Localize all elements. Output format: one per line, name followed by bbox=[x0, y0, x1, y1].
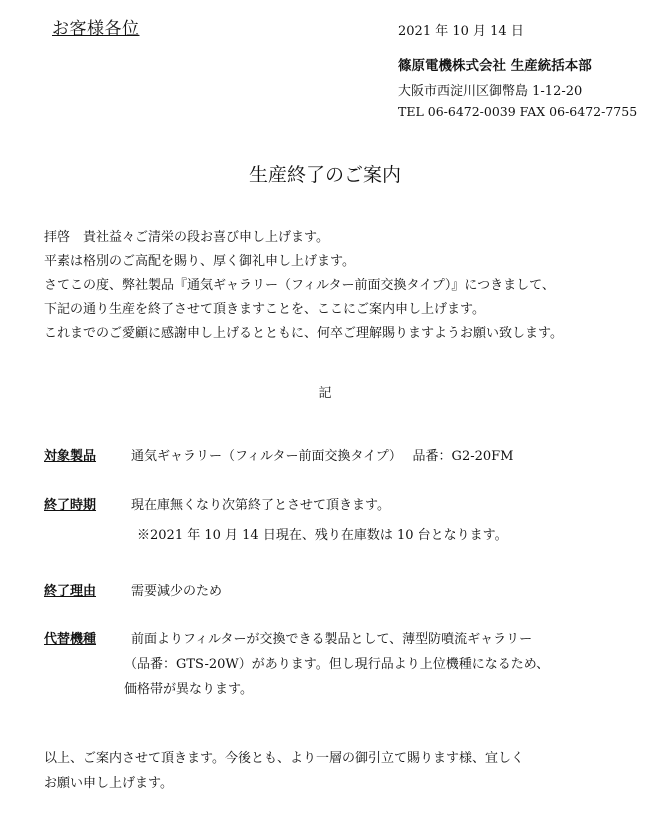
replacement-label: 代替機種 bbox=[44, 632, 97, 647]
greeting-line-1: 拝啓 貴社益々ご清栄の段お喜び申し上げます。 bbox=[44, 230, 329, 245]
replacement-line-1: 前面よりフィルターが交換できる製品として、薄型防噴流ギャラリー bbox=[131, 632, 533, 647]
greeting-line-5: これまでのご愛顧に感謝申し上げるとともに、何卒ご理解賜りますようお願い致します。 bbox=[44, 326, 563, 341]
company-tel-fax: TEL 06-6472-0039 FAX 06-6472-7755 bbox=[398, 104, 638, 119]
product-label: 対象製品 bbox=[44, 449, 97, 464]
recipient bbox=[44, 14, 148, 39]
document-date: 2021 年 10 月 14 日 bbox=[398, 24, 524, 39]
company-address: 大阪市西淀川区御幣島 1-12-20 bbox=[398, 84, 583, 99]
greeting-line-2: 平素は格別のご高配を賜り、厚く御礼申し上げます。 bbox=[44, 254, 355, 269]
replacement-line-3: 価格帯が異なります。 bbox=[124, 682, 253, 697]
document-title: 生産終了のご案内 bbox=[248, 164, 401, 186]
closing-line-1: 以上、ご案内させて頂きます。今後とも、より一層の御引立て賜ります様、宜しく bbox=[44, 751, 524, 766]
recipient-text: お客様各位 bbox=[52, 19, 140, 39]
replacement-line-2: （品番：GTS-20W）があります。但し現行品より上位機種になるため、 bbox=[124, 657, 550, 672]
reason-value: 需要減少のため bbox=[131, 584, 223, 599]
reason-label: 終了理由 bbox=[44, 584, 97, 599]
end-time-label: 終了時期 bbox=[44, 498, 97, 513]
product-value: 通気ギャラリー（フィルター前面交換タイプ） 品番：G2-20FM bbox=[131, 449, 514, 464]
end-time-value: 現在庫無くなり次第終了とさせて頂きます。 bbox=[131, 498, 390, 513]
greeting-line-4: 下記の通り生産を終了させて頂きますことを、ここにご案内申し上げます。 bbox=[44, 302, 485, 317]
ki-heading: 記 bbox=[318, 386, 332, 401]
end-time-note: ※2021 年 10 月 14 日現在、残り在庫数は 10 台となります。 bbox=[137, 528, 508, 543]
company-name: 篠原電機株式会社 生産統括本部 bbox=[398, 58, 592, 74]
greeting-line-3: さてこの度、弊社製品『通気ギャラリー（フィルター前面交換タイプ）』につきまして、 bbox=[44, 278, 555, 293]
closing-line-2: お願い申し上げます。 bbox=[44, 776, 173, 791]
